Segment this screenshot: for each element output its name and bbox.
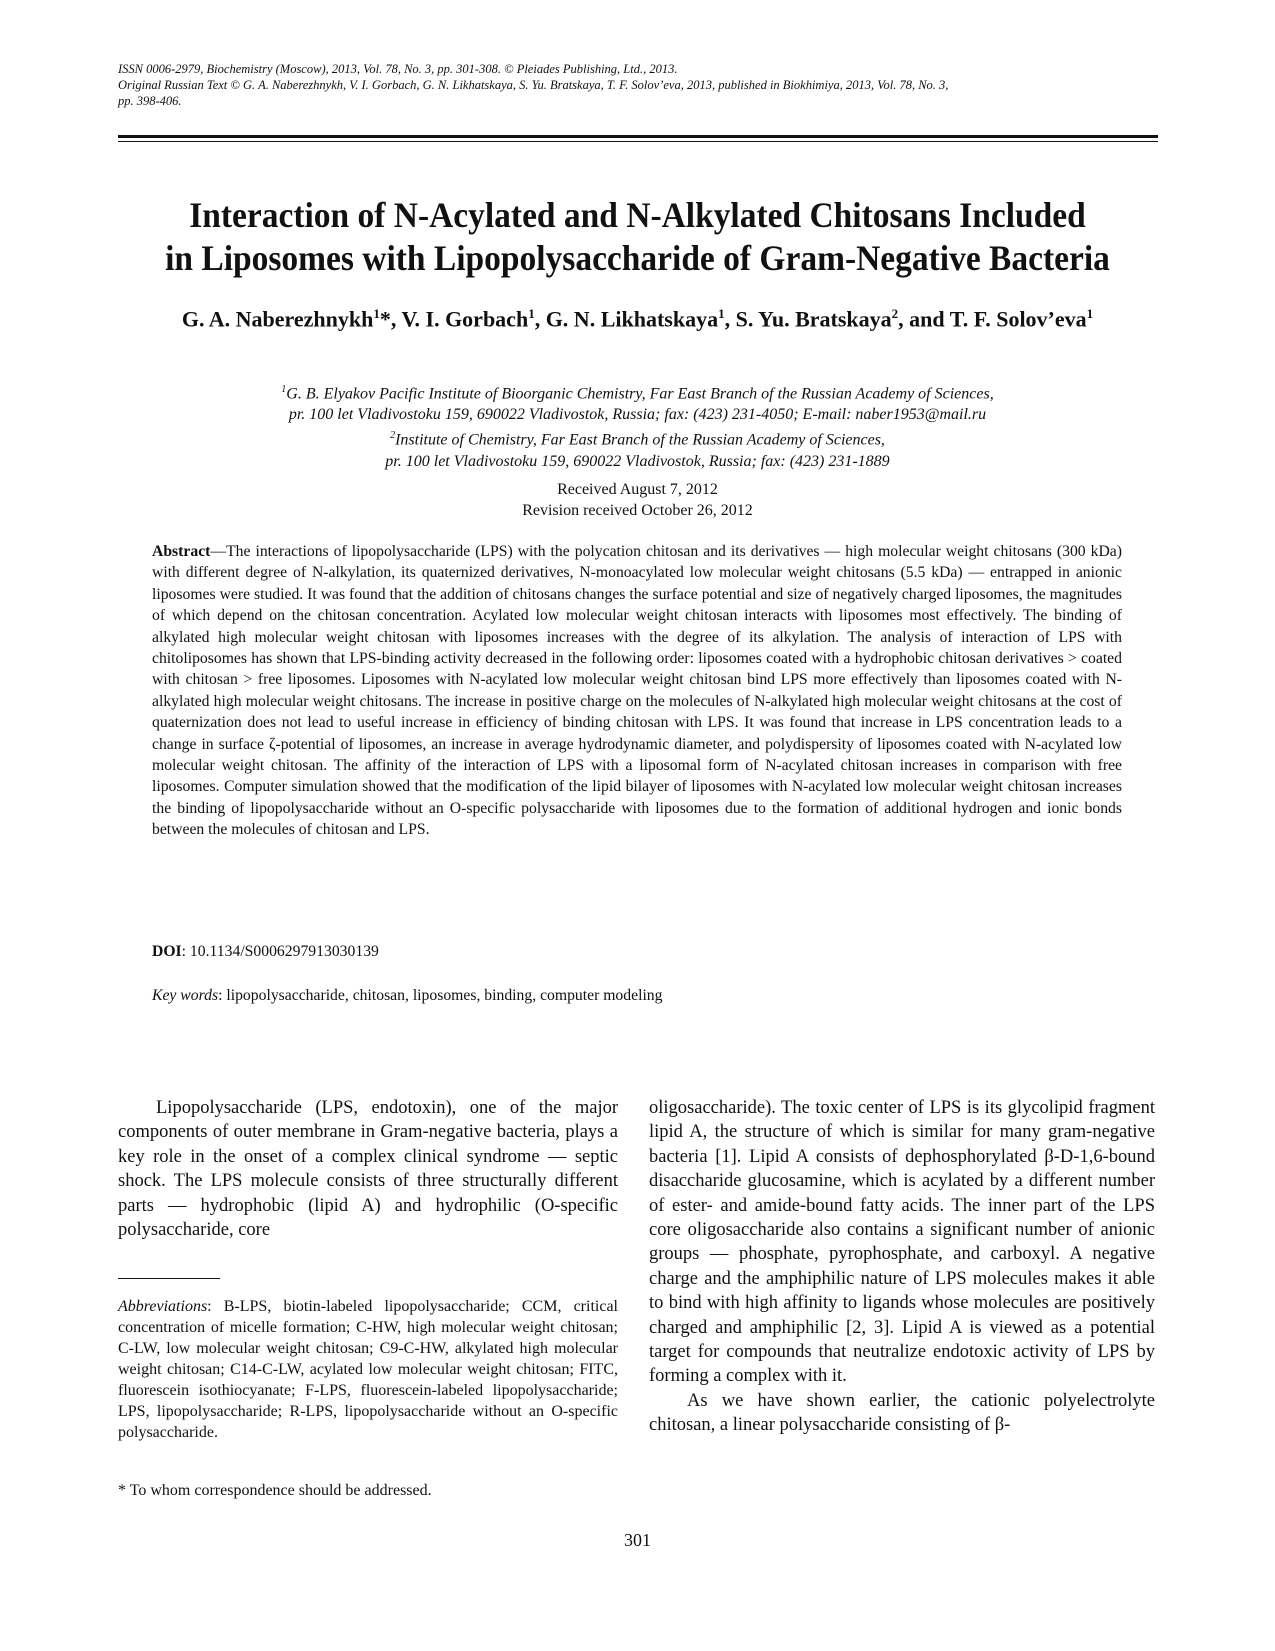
body-paragraph: As we have shown earlier, the cationic polyelectrolyte chitosan, a linear polysaccharide consisting of β-	[649, 1390, 1155, 1436]
author-name: G. A. Naberezhnykh	[181, 306, 374, 332]
footnote-rule	[118, 1278, 220, 1279]
header-line: Original Russian Text © G. A. Naberezhnykh, V. I. Gorbach, G. N. Likhatskaya, S. Yu. Bratskaya, T. F. Solov’eva, 2013, published in Biokhimiya, 2013, Vol. 78, No. 3,	[118, 78, 949, 92]
header-rule-thin	[118, 141, 1158, 142]
affiliations	[150, 379, 1125, 472]
received-date: Received August 7, 2012	[557, 481, 718, 498]
author-separator: , and	[898, 306, 950, 332]
author-separator: ,	[534, 306, 546, 332]
affil-line: pr. 100 let Vladivostoku 159, 690022 Vladivostok, Russia; fax: (423) 231-4050; E-mail: naber1953@mail.ru	[288, 406, 987, 424]
dates	[300, 479, 975, 521]
affil-line: pr. 100 let Vladivostoku 159, 690022 Vladivostok, Russia; fax: (423) 231-1889	[385, 452, 890, 470]
abstract	[152, 541, 1122, 841]
affil-sup: 1	[281, 384, 287, 395]
body-paragraph: oligosaccharide). The toxic center of LPS is its glycolipid fragment lipid A, the structure of which is similar for many gram-negative bacteria [1]. Lipid A consists of dephosphorylated β-D-1,6-bound disaccharide glucosamine, which is acylated by a different number of ester- and amide-bound fatty acids. The inner part of the LPS core oligosaccharide also contains a significant number of anionic groups — phosphate, pyrophosphate, and carboxyl. A negative charge and the amphiphilic nature of LPS molecules makes it able to bind with high affinity to ligands whose molecules are positively charged and amphiphilic [2, 3]. Lipid A is viewed as a potential target for compounds that neutralize endotoxic activity of LPS by forming a complex with it.	[649, 1098, 1155, 1387]
doi-label: DOI	[152, 943, 182, 960]
author-name: S. Yu. Bratskaya	[735, 306, 892, 332]
doi	[152, 943, 379, 961]
author-affil-sup: 1	[718, 306, 725, 321]
title-line: Interaction of N-Acylated and N-Alkylated Chitosans Included	[189, 195, 1086, 235]
keywords-label: Key words	[152, 987, 219, 1004]
body-column-right	[649, 1096, 1155, 1438]
doi-value: : 10.1134/S0006297913030139	[181, 943, 379, 960]
body-column-left	[118, 1096, 618, 1242]
footnote-abbreviations	[118, 1296, 618, 1443]
header-line: ISSN 0006-2979, Biochemistry (Moscow), 2013, Vol. 78, No. 3, pp. 301-308. © Pleiades Publishing, Ltd., 2013.	[118, 62, 678, 76]
keywords-value: : lipopolysaccharide, chitosan, liposomes, binding, computer modeling	[218, 987, 663, 1004]
author-affil-sup: 1	[528, 306, 535, 321]
affil-sup: 2	[390, 430, 396, 442]
author-separator: ,	[724, 306, 736, 332]
author-separator: ,	[390, 306, 402, 332]
author-name: V. I. Gorbach	[401, 306, 529, 332]
footnote-correspondence: * To whom correspondence should be addressed.	[118, 1482, 432, 1499]
author-name: T. F. Solov’eva	[949, 306, 1087, 332]
header-line: pp. 398-406.	[118, 94, 182, 108]
author-affil-sup: 1	[373, 306, 380, 321]
author-list	[100, 306, 1175, 332]
footnote-text: : B-LPS, biotin-labeled lipopolysaccharide; CCM, critical concentration of micelle formation; C-HW, high molecular weight chitosan; C-LW, low molecular weight chitosan; C9-C-HW, alkylated high molecular weight chitosan; C14-C-LW, acylated low molecular weight chitosan; FITC, fluorescein isothiocyanate; F-LPS, fluorescein-labeled lipopolysaccharide; LPS, lipopolysaccharide; R-LPS, lipopolysaccharide without an O-specific polysaccharide.	[118, 1298, 618, 1441]
affil-line: Institute of Chemistry, Far East Branch of the Russian Academy of Sciences,	[395, 431, 885, 449]
abstract-label: Abstract	[152, 543, 211, 560]
author-affil-sup: 1	[1086, 306, 1094, 321]
author-mark: *	[379, 306, 391, 332]
page-number: 301	[624, 1530, 651, 1550]
title-line: in Liposomes with Lipopolysaccharide of Gram-Negative Bacteria	[165, 238, 1110, 278]
author-affil-sup: 2	[891, 306, 899, 321]
affil-line: G. B. Elyakov Pacific Institute of Bioorganic Chemistry, Far East Branch of the Russian Academy of Sciences,	[286, 385, 994, 403]
body-paragraph: Lipopolysaccharide (LPS, endotoxin), one of the major components of outer membrane in Gram-negative bacteria, plays a key role in the onset of a complex clinical syndrome — septic shock. The LPS molecule consists of three structurally different parts — hydrophobic (lipid A) and hydrophilic (O-specific polysaccharide, core	[118, 1098, 618, 1241]
article-title	[138, 194, 1138, 280]
footnote-label: Abbreviations	[118, 1298, 208, 1315]
keywords	[152, 987, 663, 1005]
revised-date: Revision received October 26, 2012	[522, 502, 753, 519]
header-rule-thick	[118, 135, 1158, 138]
running-header	[118, 61, 1158, 109]
author-name: G. N. Likhatskaya	[545, 306, 719, 332]
abstract-text: —The interactions of lipopolysaccharide (LPS) with the polycation chitosan and its derivatives — high molecular weight chitosans (300 kDa) with different degree of N-alkylation, its quaternized derivatives, N-monoacylated low molecular weight chitosans (5.5 kDa) — entrapped in anionic liposomes were studied. It was found that the addition of chitosans changes the surface potential and size of negatively charged liposomes, the magnitudes of which depend on the chitosan concentration. Acylated low molecular weight chitosan interacts with liposomes most effectively. The binding of alkylated high molecular weight chitosan with liposomes increases with the degree of its alkylation. The analysis of interaction of LPS with chitoliposomes has shown that LPS-binding activity decreased in the following order: liposomes coated with a hydrophobic chitosan derivatives > coated with chitosan > free liposomes. Liposomes with N-acylated low molecular weight chitosan bind LPS more effectively than liposomes coated with N-alkylated high molecular weight chitosans. The increase in positive charge on the molecules of N-alkylated high molecular weight chitosans at the cost of quaternization does not lead to useful increase in efficiency of binding chitosan with LPS. It was found that increase in LPS concentration leads to a change in surface ζ-potential of liposomes, an increase in average hydrodynamic diameter, and polydispersity of liposomes coated with N-acylated low molecular weight chitosan. The affinity of the interaction of LPS with a liposomal form of N-acylated chitosan increases in comparison with free liposomes. Computer simulation showed that the modification of the lipid bilayer of liposomes with N-acylated low molecular weight chitosan increases the binding of lipopolysaccharide without an O-specific polysaccharide with liposomes due to the formation of additional hydrogen and ionic bonds between the molecules of chitosan and LPS.	[152, 543, 1122, 839]
